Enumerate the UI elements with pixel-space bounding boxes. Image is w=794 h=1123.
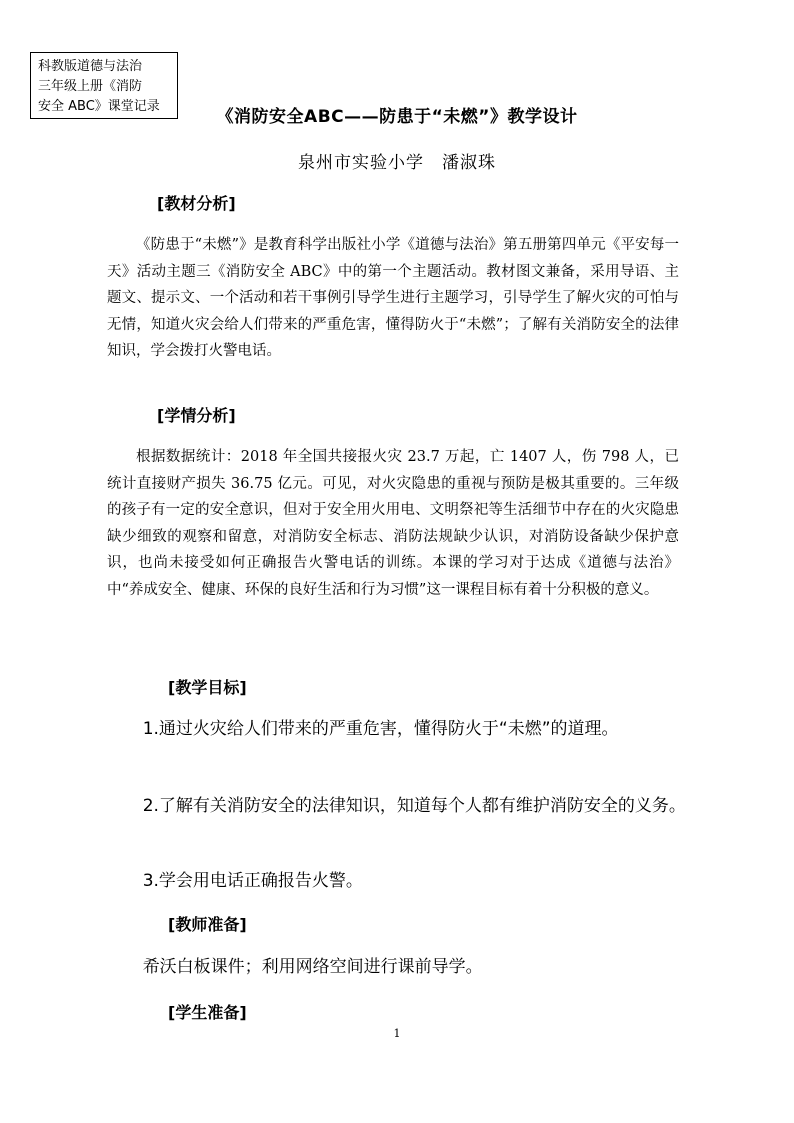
page-number: 1 bbox=[393, 1027, 401, 1040]
goal-item-1: 1.通过火灾给人们带来的严重危害，懂得防火于“未燃”的道理。 bbox=[142, 719, 619, 739]
paragraph-material-analysis: 《防患于“未燃”》是教育科学出版社小学《道德与法治》第五册第四单元《平安每一天》活动主题三《消防安全 ABC》中的第一个主题活动。教材图文兼备，采用导语、主题文、提示文、一个活动和若干事例引导学生进行主题学习，引导学生了解火灾的可怕与无情，知道火灾会给人们带来的严重危害，懂得防火于“未燃”；了解有关消防安全的法律知识，学会拨打火警电话。 bbox=[107, 237, 679, 359]
heading-teacher-prep: [教师准备] bbox=[168, 915, 247, 934]
goal-item-2: 2.了解有关消防安全的法律知识，知道每个人都有维护消防安全的义务。 bbox=[142, 796, 686, 816]
paragraph-student-analysis: 根据数据统计：2018 年全国共接报火灾 23.7 万起，亡 1407 人，伤 798 人，已统计直接财产损失 36.75 亿元。可见，对火灾隐患的重视与预防是极其重要的。三年级的孩子有一定的安全意识，但对于安全用火用电、文明祭祀等生活细节中存在的火灾隐患缺少细致的观察和留意，对消防安全标志、消防法规缺少认识，对消防设备缺少保护意识，也尚未接受如何正确报告火警电话的训练。本课的学习对于达成《道德与法治》中“养成安全、健康、环保的良好生活和行为习惯”这一课程目标有着十分积极的意义。 bbox=[107, 449, 679, 598]
course-tag-line-3: 安全 ABC》课堂记录 bbox=[38, 99, 160, 114]
document-title: 《消防安全ABC——防患于“未燃”》教学设计 bbox=[216, 107, 578, 127]
heading-student-analysis: [学情分析] bbox=[157, 406, 236, 425]
heading-student-prep: [学生准备] bbox=[168, 1003, 247, 1022]
paragraph-teacher-prep: 希沃白板课件；利用网络空间进行课前导学。 bbox=[142, 957, 483, 977]
course-tag-line-1: 科教版道德与法治 bbox=[38, 59, 143, 74]
heading-teaching-goals: [教学目标] bbox=[168, 678, 247, 697]
goal-item-3: 3.学会用电话正确报告火警。 bbox=[142, 871, 363, 891]
course-tag-line-2: 三年级上册《消防 bbox=[38, 79, 143, 94]
author-line: 泉州市实验小学 潘淑珠 bbox=[298, 153, 496, 173]
heading-material-analysis: [教材分析] bbox=[157, 194, 236, 213]
